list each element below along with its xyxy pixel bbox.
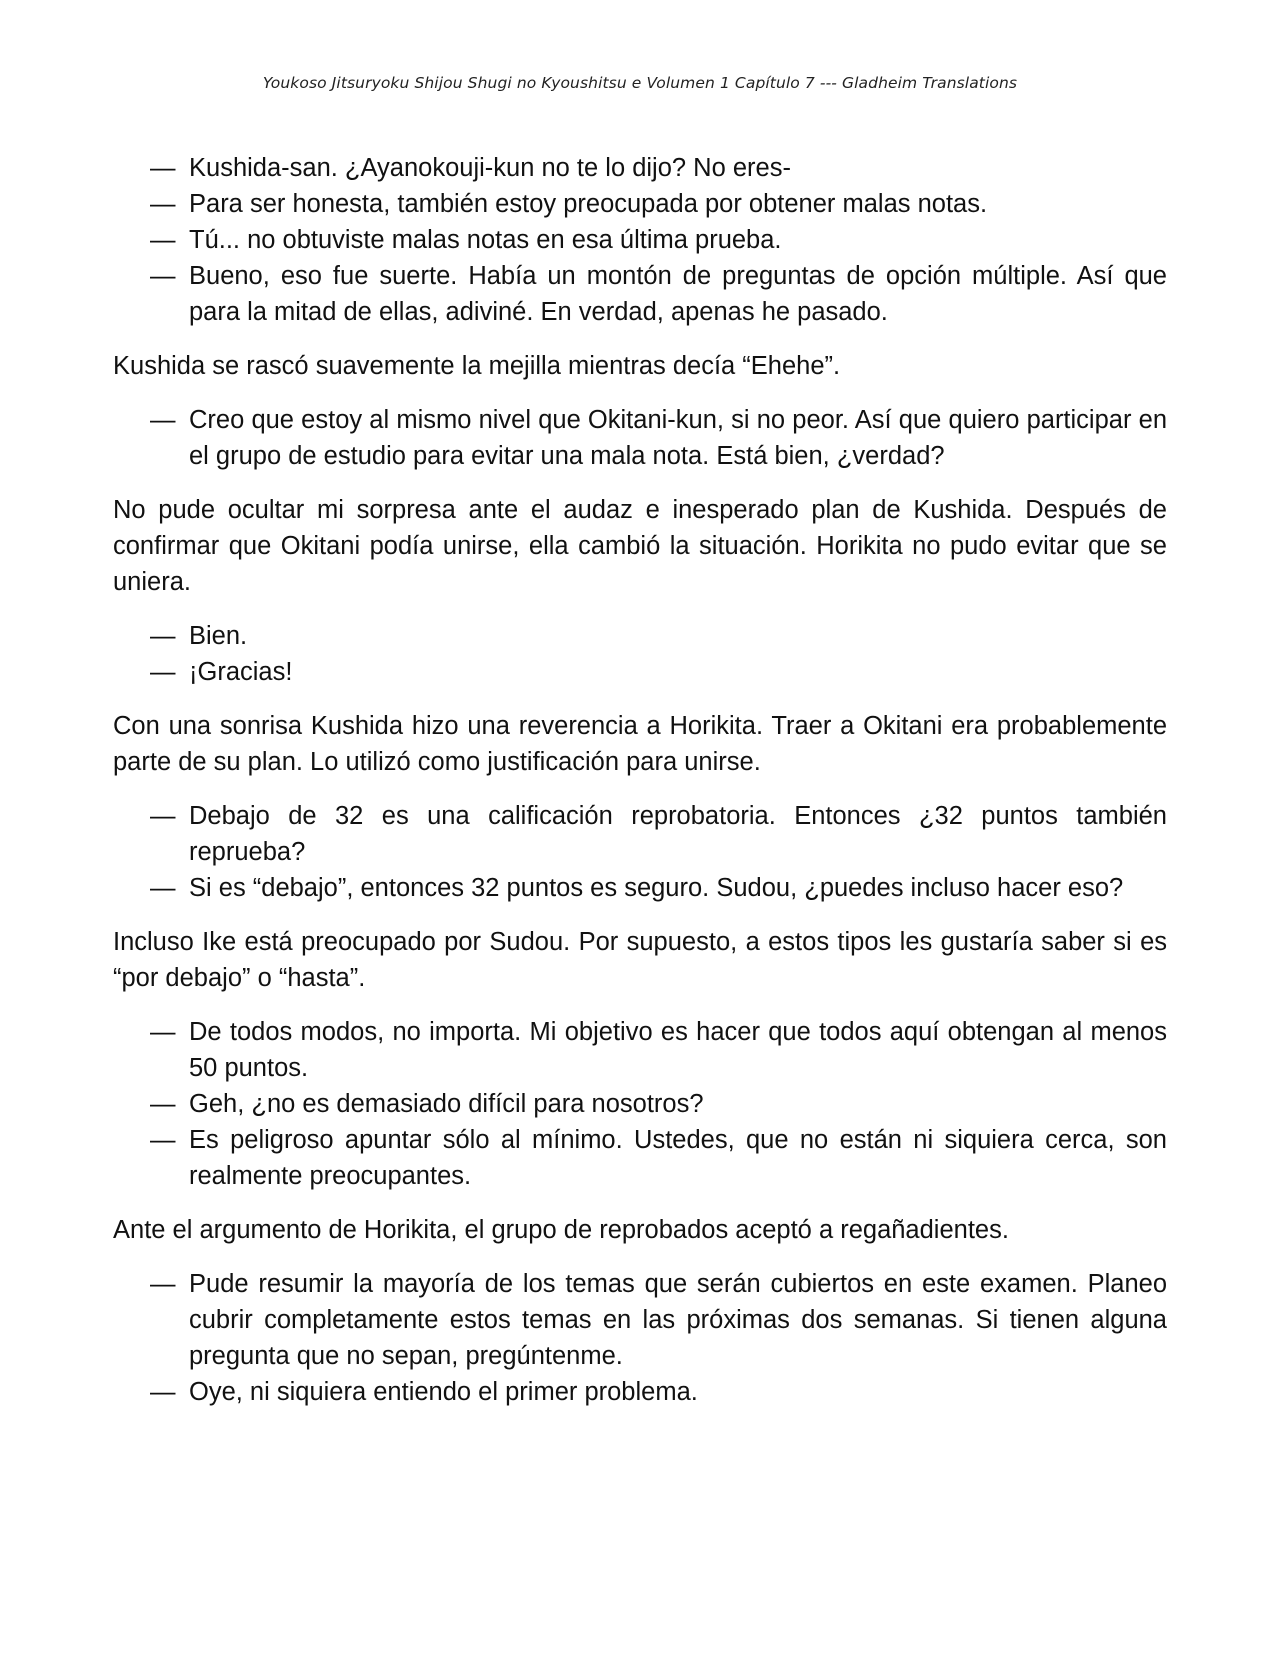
dialogue-line [113,1014,1167,1086]
dialogue-group [113,798,1167,906]
dialogue-text: Geh, ¿no es demasiado difícil para nosotros? [189,1090,704,1118]
dialogue-text: Oye, ni siquiera entiendo el primer problema. [189,1378,698,1406]
dialogue-group [113,1014,1167,1194]
dialogue-dash: — [150,1018,176,1046]
dialogue-dash: — [150,658,176,686]
dialogue-group [113,402,1167,474]
narration-paragraph: Con una sonrisa Kushida hizo una reverencia a Horikita. Traer a Okitani era probablemente parte de su plan. Lo utilizó como justificación para unirse. [113,712,1167,776]
dialogue-line [113,1086,1167,1122]
dialogue-line [113,258,1167,330]
narration-paragraph: Incluso Ike está preocupado por Sudou. Por supuesto, a estos tipos les gustaría saber si es “por debajo” o “hasta”. [113,928,1167,992]
dialogue-group [113,150,1167,330]
dialogue-text: Bien. [189,622,248,650]
dialogue-text: Kushida-san. ¿Ayanokouji-kun no te lo dijo? No eres- [189,154,791,182]
narration-paragraph: Ante el argumento de Horikita, el grupo de reprobados aceptó a regañadientes. [113,1216,1009,1244]
dialogue-text: Bueno, eso fue suerte. Había un montón de preguntas de opción múltiple. Así que para la mitad de ellas, adiviné. En verdad, apenas he pasado. [189,262,1167,326]
dialogue-text: Tú... no obtuviste malas notas en esa última prueba. [189,226,782,254]
dialogue-line [113,1266,1167,1374]
dialogue-dash: — [150,622,176,650]
dialogue-line [113,222,1167,258]
dialogue-dash: — [150,406,176,434]
dialogue-dash: — [150,1090,176,1118]
dialogue-text: De todos modos, no importa. Mi objetivo es hacer que todos aquí obtengan al menos 50 puntos. [189,1018,1167,1082]
dialogue-text: Debajo de 32 es una calificación reprobatoria. Entonces ¿32 puntos también reprueba? [189,802,1167,866]
dialogue-dash: — [150,1270,176,1298]
dialogue-dash: — [150,1126,176,1154]
narration-paragraph: Kushida se rascó suavemente la mejilla mientras decía “Ehehe”. [113,352,841,380]
dialogue-line [113,1374,1167,1410]
dialogue-dash: — [150,802,176,830]
dialogue-dash: — [150,1378,176,1406]
dialogue-dash: — [150,262,176,290]
dialogue-group [113,1266,1167,1410]
dialogue-text: Si es “debajo”, entonces 32 puntos es seguro. Sudou, ¿puedes incluso hacer eso? [189,874,1124,902]
dialogue-text: ¡Gracias! [189,658,293,686]
page-content [113,150,1167,1428]
dialogue-line [113,798,1167,870]
dialogue-text: Es peligroso apuntar sólo al mínimo. Ustedes, que no están ni siquiera cerca, son realmente preocupantes. [189,1126,1167,1190]
dialogue-dash: — [150,190,176,218]
dialogue-line [113,870,1167,906]
dialogue-line [113,618,1167,654]
narration-paragraph: No pude ocultar mi sorpresa ante el audaz e inesperado plan de Kushida. Después de confirmar que Okitani podía unirse, ella cambió la situación. Horikita no pudo evitar que se uniera. [113,496,1167,596]
running-header: Youkoso Jitsuryoku Shijou Shugi no Kyoushitsu e Volumen 1 Capítulo 7 --- Gladheim Translations [262,74,1018,92]
dialogue-dash: — [150,874,176,902]
dialogue-group [113,618,1167,690]
dialogue-line [113,654,1167,690]
dialogue-text: Pude resumir la mayoría de los temas que serán cubiertos en este examen. Planeo cubrir completamente estos temas en las próximas dos semanas. Si tienen alguna pregunta que no sepan, pregúntenme. [189,1270,1167,1370]
dialogue-line [113,150,1167,186]
dialogue-dash: — [150,154,176,182]
dialogue-text: Creo que estoy al mismo nivel que Okitani-kun, si no peor. Así que quiero participar en el grupo de estudio para evitar una mala nota. Está bien, ¿verdad? [189,406,1167,470]
dialogue-line [113,402,1167,474]
dialogue-text: Para ser honesta, también estoy preocupada por obtener malas notas. [189,190,988,218]
dialogue-line [113,1122,1167,1194]
dialogue-line [113,186,1167,222]
dialogue-dash: — [150,226,176,254]
